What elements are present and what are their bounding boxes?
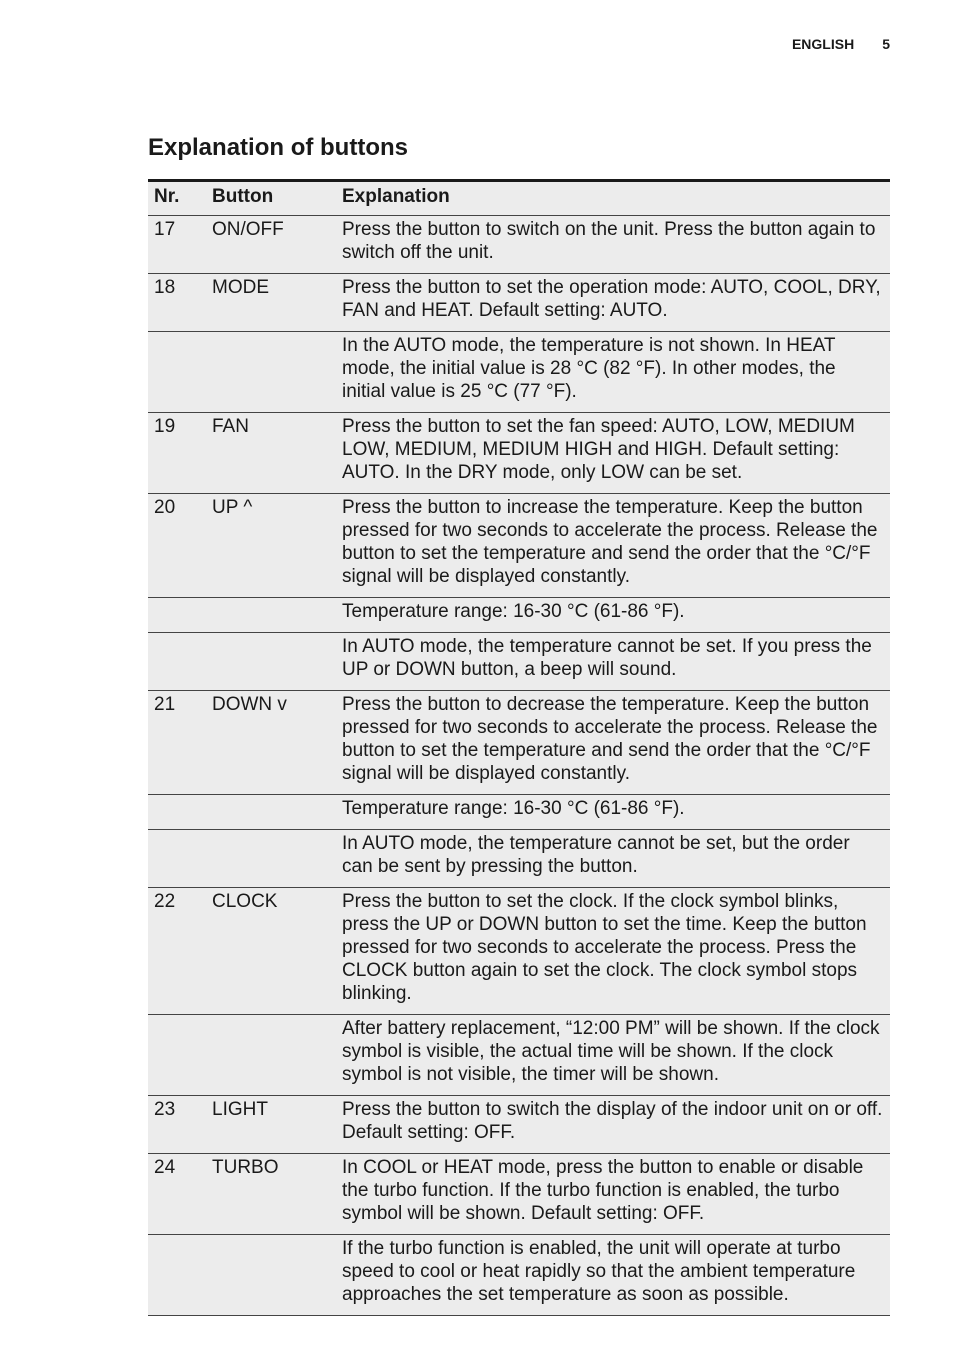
table-row (148, 598, 890, 633)
column-header-nr: Nr. (148, 181, 206, 216)
button-name-cell: CLOCK (206, 888, 336, 1015)
explanation-cell: In COOL or HEAT mode, press the button to enable or disable the turbo function. If the turbo function is enabled, the turbo symbol will be shown. Default setting: OFF. (336, 1154, 890, 1235)
language-label: ENGLISH (791, 36, 855, 52)
row-number-cell (148, 1015, 206, 1096)
table-row (148, 1235, 890, 1316)
explanation-cell: In AUTO mode, the temperature cannot be set, but the order can be sent by pressing the button. (336, 830, 890, 888)
row-number-cell (148, 830, 206, 888)
table-row (148, 413, 890, 494)
button-name-cell (206, 598, 336, 633)
row-number-cell (148, 1235, 206, 1316)
button-name-cell (206, 1235, 336, 1316)
table-header-row (148, 181, 890, 216)
table-row (148, 332, 890, 413)
row-number-cell (148, 633, 206, 691)
row-number-cell: 21 (148, 691, 206, 795)
page-number: 5 (882, 36, 890, 52)
button-name-cell: UP ^ (206, 494, 336, 598)
button-name-cell (206, 830, 336, 888)
table-row (148, 216, 890, 274)
button-name-cell (206, 633, 336, 691)
row-number-cell (148, 598, 206, 633)
row-number-cell (148, 795, 206, 830)
table-body (148, 216, 890, 1316)
row-number-cell: 17 (148, 216, 206, 274)
table-row (148, 691, 890, 795)
explanation-cell: Press the button to switch on the unit. Press the button again to switch off the unit. (336, 216, 890, 274)
button-name-cell: MODE (206, 274, 336, 332)
button-name-cell (206, 795, 336, 830)
explanation-cell: After battery replacement, “12:00 PM” will be shown. If the clock symbol is visible, the actual time will be shown. If the clock symbol is not visible, the timer will be shown. (336, 1015, 890, 1096)
row-number-cell: 20 (148, 494, 206, 598)
buttons-table (148, 179, 890, 1316)
explanation-cell: In the AUTO mode, the temperature is not shown. In HEAT mode, the initial value is 28 °C (82 °F). In other modes, the initial value is 25 °C (77 °F). (336, 332, 890, 413)
button-name-cell (206, 1015, 336, 1096)
page-header (792, 36, 890, 52)
table-row (148, 795, 890, 830)
table-row (148, 1154, 890, 1235)
table-row (148, 1015, 890, 1096)
explanation-cell: If the turbo function is enabled, the unit will operate at turbo speed to cool or heat rapidly so that the ambient temperature approaches the set temperature as soon as possible. (336, 1235, 890, 1316)
table-row (148, 633, 890, 691)
row-number-cell: 23 (148, 1096, 206, 1154)
column-header-explanation: Explanation (336, 181, 890, 216)
table-row (148, 1096, 890, 1154)
button-name-cell: FAN (206, 413, 336, 494)
button-name-cell: LIGHT (206, 1096, 336, 1154)
row-number-cell (148, 332, 206, 413)
button-name-cell: ON/OFF (206, 216, 336, 274)
table-row (148, 830, 890, 888)
row-number-cell: 22 (148, 888, 206, 1015)
explanation-cell: Temperature range: 16-30 °C (61-86 °F). (336, 795, 890, 830)
explanation-cell: Press the button to set the fan speed: AUTO, LOW, MEDIUM LOW, MEDIUM, MEDIUM HIGH and HIGH. Default setting: AUTO. In the DRY mode, only LOW can be set. (336, 413, 890, 494)
button-name-cell (206, 332, 336, 413)
table-row (148, 888, 890, 1015)
table-row (148, 494, 890, 598)
button-name-cell: DOWN v (206, 691, 336, 795)
explanation-cell: Press the button to switch the display of the indoor unit on or off. Default setting: OFF. (336, 1096, 890, 1154)
section-title: Explanation of buttons (148, 134, 408, 161)
explanation-cell: Press the button to set the clock. If the clock symbol blinks, press the UP or DOWN button to set the time. Keep the button pressed for two seconds to accelerate the process. Press the CLOCK button again to set the clock. The clock symbol stops blinking. (336, 888, 890, 1015)
explanation-cell: In AUTO mode, the temperature cannot be set. If you press the UP or DOWN button, a beep will sound. (336, 633, 890, 691)
row-number-cell: 19 (148, 413, 206, 494)
table-row (148, 274, 890, 332)
row-number-cell: 18 (148, 274, 206, 332)
button-name-cell: TURBO (206, 1154, 336, 1235)
explanation-cell: Press the button to decrease the temperature. Keep the button pressed for two seconds to accelerate the process. Release the button to set the temperature and send the order that the °C/°F signal will be displayed constantly. (336, 691, 890, 795)
row-number-cell: 24 (148, 1154, 206, 1235)
explanation-cell: Temperature range: 16-30 °C (61-86 °F). (336, 598, 890, 633)
explanation-cell: Press the button to set the operation mode: AUTO, COOL, DRY, FAN and HEAT. Default setting: AUTO. (336, 274, 890, 332)
explanation-cell: Press the button to increase the temperature. Keep the button pressed for two seconds to accelerate the process. Release the button to set the temperature and send the order that the °C/°F signal will be displayed constantly. (336, 494, 890, 598)
column-header-button: Button (206, 181, 336, 216)
